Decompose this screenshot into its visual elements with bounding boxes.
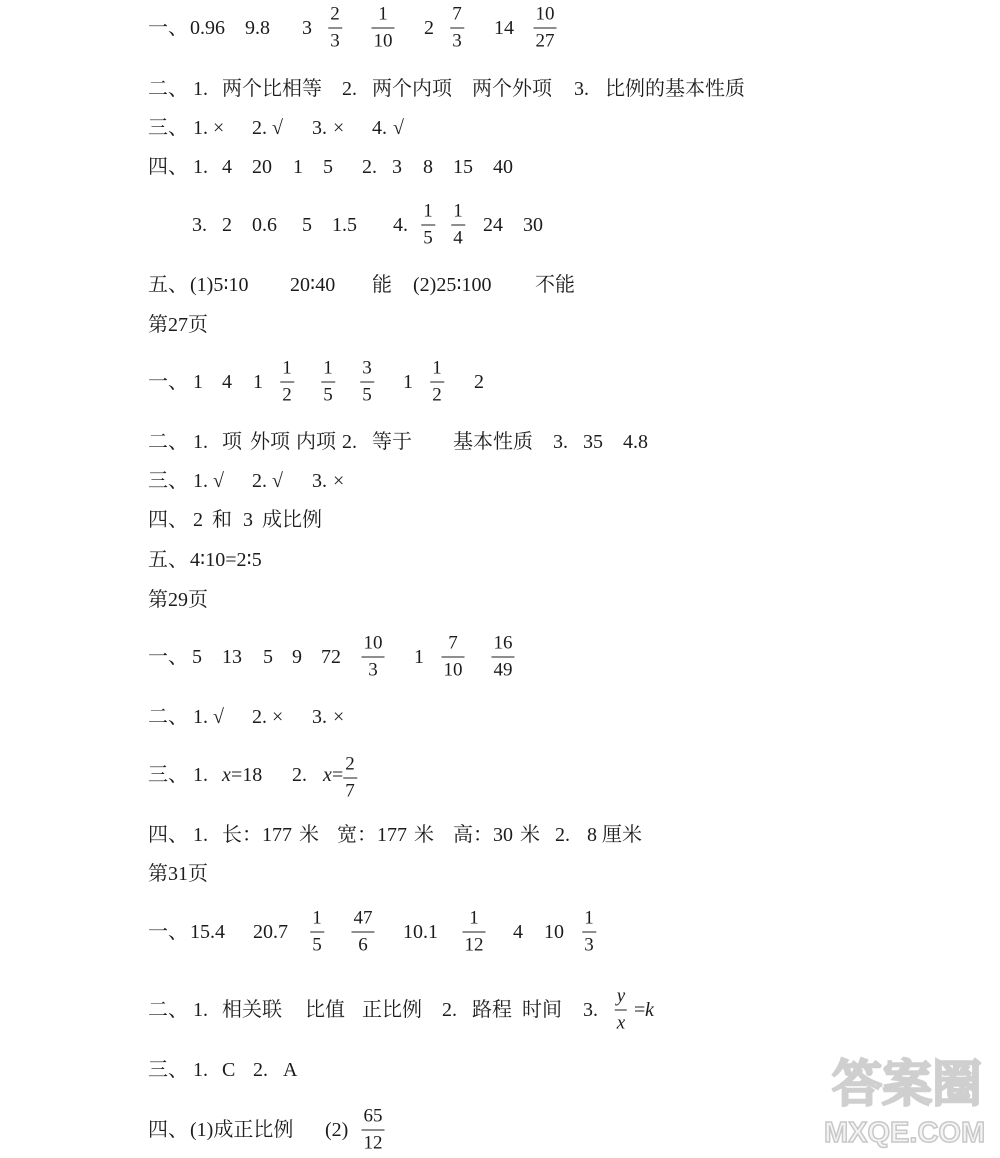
question-number: 五、: [148, 274, 188, 296]
question-number: 四、: [148, 509, 188, 531]
question-number: 二、: [148, 999, 188, 1021]
fraction-denominator: x: [616, 1012, 626, 1034]
item-number: 1.: [193, 1059, 208, 1081]
item-number: 2.: [292, 764, 307, 786]
answer-text: 10.1: [403, 921, 438, 943]
item-number: 1.: [193, 431, 208, 453]
answer-text: 比值: [305, 999, 345, 1021]
fraction: [450, 5, 464, 52]
variable-x: x: [222, 764, 231, 786]
question-number: 四、: [148, 824, 188, 846]
page-heading-text: 第29页: [148, 589, 208, 611]
judgement-mark: √: [272, 117, 283, 139]
fraction: [280, 359, 294, 406]
answer-text: 宽：177: [337, 824, 407, 846]
item-number: 1.: [193, 156, 208, 178]
item-number: 1.: [193, 706, 208, 728]
item-number: 4.: [372, 117, 387, 139]
fraction: [362, 634, 385, 681]
fraction-numerator: 16: [492, 634, 515, 658]
fraction-numerator: 1: [582, 909, 596, 933]
fraction: [582, 909, 596, 956]
answer-text: 外项: [250, 431, 290, 453]
fraction: [343, 755, 357, 802]
answer-text: 15: [453, 156, 473, 178]
item-number: 1.: [193, 764, 208, 786]
item-number: 3.: [583, 999, 598, 1021]
judgement-mark: ×: [333, 706, 345, 728]
answer-text: 1: [293, 156, 303, 178]
page-heading-text: 第31页: [148, 863, 208, 885]
fraction-numerator: 3: [360, 359, 374, 383]
fraction-denominator: 2: [282, 384, 292, 406]
judgement-mark: √: [272, 470, 283, 492]
item-number: 1.: [193, 470, 208, 492]
fraction-denominator: 5: [312, 934, 322, 956]
fraction-numerator: 1: [372, 5, 395, 29]
answer-text: (1)5∶10: [190, 274, 249, 296]
answer-text: 4: [222, 371, 232, 393]
judgement-mark: ×: [333, 470, 345, 492]
answer-text: 内项: [296, 431, 336, 453]
judgement-mark: ×: [333, 117, 345, 139]
equals-sign: =: [634, 999, 646, 1021]
answer-text: 两个比相等: [222, 78, 322, 100]
fraction-numerator: 1: [280, 359, 294, 383]
answer-text: 比例的基本性质: [605, 78, 745, 100]
question-number: 一、: [148, 921, 188, 943]
fraction: [328, 5, 342, 52]
item-number: 2.: [555, 824, 570, 846]
fraction: [442, 634, 465, 681]
answer-text: 15.4: [190, 921, 225, 943]
item-number: (2): [325, 1119, 349, 1141]
answer-text: 能: [372, 274, 392, 296]
item-number: 1.: [193, 78, 208, 100]
answer-text: 1: [414, 646, 424, 668]
unit-text: 米: [520, 824, 540, 846]
item-number: 1.: [193, 999, 208, 1021]
answer-text: 9: [292, 646, 302, 668]
answer-text: 长：177: [222, 824, 292, 846]
answer-text: 相关联: [222, 999, 282, 1021]
item-number: 3.: [312, 470, 327, 492]
fraction: [615, 987, 627, 1034]
answer-text: 10: [544, 921, 564, 943]
question-number: 五、: [148, 549, 188, 571]
answer-text: 两个外项: [472, 78, 552, 100]
fraction-denominator: 5: [362, 384, 372, 406]
question-number: 一、: [148, 17, 188, 39]
fraction-denominator: 3: [452, 30, 462, 52]
answer-text: 5: [192, 646, 202, 668]
fraction-denominator: 3: [368, 659, 378, 681]
answer-text: 路程: [472, 999, 512, 1021]
item-number: 2.: [252, 470, 267, 492]
fraction-numerator: 7: [442, 634, 465, 658]
fraction-denominator: 7: [345, 780, 355, 802]
fraction-numerator: 1: [421, 202, 435, 226]
judgement-mark: √: [213, 470, 224, 492]
fraction: [321, 359, 335, 406]
fraction-denominator: 5: [323, 384, 333, 406]
equals-sign: =: [332, 764, 344, 786]
answer-text: 两个内项: [372, 78, 452, 100]
judgement-mark: ×: [213, 117, 225, 139]
watermark-site: MXQE.COM: [824, 1117, 986, 1149]
item-number: 2.: [253, 1059, 268, 1081]
fraction-denominator: 3: [584, 934, 594, 956]
fraction: [360, 359, 374, 406]
judgement-mark: √: [393, 117, 404, 139]
fraction-numerator: 1: [451, 202, 465, 226]
fraction-numerator: 10: [362, 634, 385, 658]
fraction-denominator: 27: [535, 30, 555, 52]
fraction-denominator: 49: [493, 659, 513, 681]
fraction-denominator: 5: [423, 227, 433, 249]
item-number: 3.: [312, 117, 327, 139]
item-number: 2.: [252, 117, 267, 139]
answer-text: 2: [474, 371, 484, 393]
fraction: [492, 634, 515, 681]
answer-text: 3: [392, 156, 402, 178]
fraction-numerator: 1: [463, 909, 486, 933]
fraction-numerator: 47: [352, 909, 375, 933]
answer-text: 项: [222, 431, 242, 453]
answer-text: 20: [252, 156, 272, 178]
answer-text: =18: [231, 764, 263, 786]
item-number: 2.: [442, 999, 457, 1021]
answer-text: 3: [243, 509, 253, 531]
answer-text: 8: [423, 156, 433, 178]
fraction: [421, 202, 435, 249]
answer-text: 1.5: [332, 214, 357, 236]
fraction-numerator: 10: [534, 5, 557, 29]
answer-text: 0.6: [252, 214, 277, 236]
item-number: 3.: [192, 214, 207, 236]
question-number: 三、: [148, 470, 188, 492]
fraction-denominator: 12: [363, 1132, 383, 1154]
answer-text: 40: [493, 156, 513, 178]
answer-text: 4∶10=2∶5: [190, 549, 262, 571]
fraction-numerator: y: [615, 987, 627, 1011]
item-number: 2.: [252, 706, 267, 728]
answer-text: 72: [321, 646, 341, 668]
question-number: 三、: [148, 1059, 188, 1081]
answer-text: 4: [222, 156, 232, 178]
answer-text: 5: [302, 214, 312, 236]
question-number: 二、: [148, 706, 188, 728]
answer-text: 时间: [522, 999, 562, 1021]
fraction-numerator: 1: [310, 909, 324, 933]
item-number: 2.: [342, 78, 357, 100]
answer-text: 35: [583, 431, 603, 453]
answer-text: 不能: [535, 274, 575, 296]
answer-text: 13: [222, 646, 242, 668]
answer-text: 8: [587, 824, 597, 846]
unit-text: 厘米: [602, 824, 642, 846]
fraction: [463, 909, 486, 956]
fraction: [430, 359, 444, 406]
answer-text: 2: [222, 214, 232, 236]
answer-text: 1: [403, 371, 413, 393]
answer-text: 1: [193, 371, 203, 393]
answer-text: A: [283, 1059, 298, 1081]
question-number: 一、: [148, 646, 188, 668]
fraction: [451, 202, 465, 249]
watermark-logo: 答案圈: [832, 1055, 982, 1113]
answer-text: 14: [494, 17, 514, 39]
question-number: 三、: [148, 764, 188, 786]
question-number: 三、: [148, 117, 188, 139]
answer-text: 高：30: [453, 824, 513, 846]
variable-x: x: [323, 764, 332, 786]
answer-text: 和: [212, 509, 232, 531]
item-number: 2.: [362, 156, 377, 178]
question-number: 一、: [148, 371, 188, 393]
fraction-denominator: 6: [358, 934, 368, 956]
item-number: 3.: [574, 78, 589, 100]
question-number: 四、: [148, 156, 188, 178]
fraction-numerator: 1: [430, 359, 444, 383]
question-number: 二、: [148, 78, 188, 100]
item-number: 3.: [312, 706, 327, 728]
answer-text: 20∶40: [290, 274, 336, 296]
fraction-denominator: 2: [432, 384, 442, 406]
fraction-numerator: 2: [343, 755, 357, 779]
answer-text: 2: [424, 17, 434, 39]
fraction: [310, 909, 324, 956]
fraction-numerator: 2: [328, 5, 342, 29]
answer-text: 5: [263, 646, 273, 668]
item-number: 1.: [193, 824, 208, 846]
fraction: [534, 5, 557, 52]
answer-text: 4: [513, 921, 523, 943]
answer-text: 20.7: [253, 921, 288, 943]
answer-text: 等于: [372, 431, 412, 453]
item-number: 2.: [342, 431, 357, 453]
fraction: [372, 5, 395, 52]
answer-text: 基本性质: [453, 431, 533, 453]
answer-text: C: [222, 1059, 236, 1081]
item-number: 3.: [553, 431, 568, 453]
page-heading-text: 第27页: [148, 314, 208, 336]
judgement-mark: √: [213, 706, 224, 728]
fraction: [362, 1107, 385, 1154]
answer-text: 1: [253, 371, 263, 393]
answer-text: 4.8: [623, 431, 648, 453]
fraction-numerator: 65: [362, 1107, 385, 1131]
fraction-numerator: 7: [450, 5, 464, 29]
fraction: [352, 909, 375, 956]
answer-text: 2: [193, 509, 203, 531]
unit-text: 米: [299, 824, 319, 846]
fraction-denominator: 10: [443, 659, 463, 681]
judgement-mark: ×: [272, 706, 284, 728]
answer-text: (2)25∶100: [413, 274, 492, 296]
item-number: 1.: [193, 117, 208, 139]
answer-text: 30: [523, 214, 543, 236]
question-number: 二、: [148, 431, 188, 453]
fraction-numerator: 1: [321, 359, 335, 383]
variable-k: k: [645, 999, 654, 1021]
answer-text: 5: [323, 156, 333, 178]
fraction-denominator: 12: [464, 934, 484, 956]
question-number: 四、: [148, 1119, 188, 1141]
answer-text: 9.8: [245, 17, 270, 39]
answer-text: 3: [302, 17, 312, 39]
unit-text: 米: [414, 824, 434, 846]
answer-text: 0.96: [190, 17, 225, 39]
answer-text: 正比例: [362, 999, 422, 1021]
fraction-denominator: 10: [373, 30, 393, 52]
answer-text: 成比例: [262, 509, 322, 531]
fraction-denominator: 3: [330, 30, 340, 52]
fraction-denominator: 4: [453, 227, 463, 249]
answer-text: (1)成正比例: [190, 1119, 294, 1141]
answer-text: 24: [483, 214, 503, 236]
item-number: 4.: [393, 214, 408, 236]
